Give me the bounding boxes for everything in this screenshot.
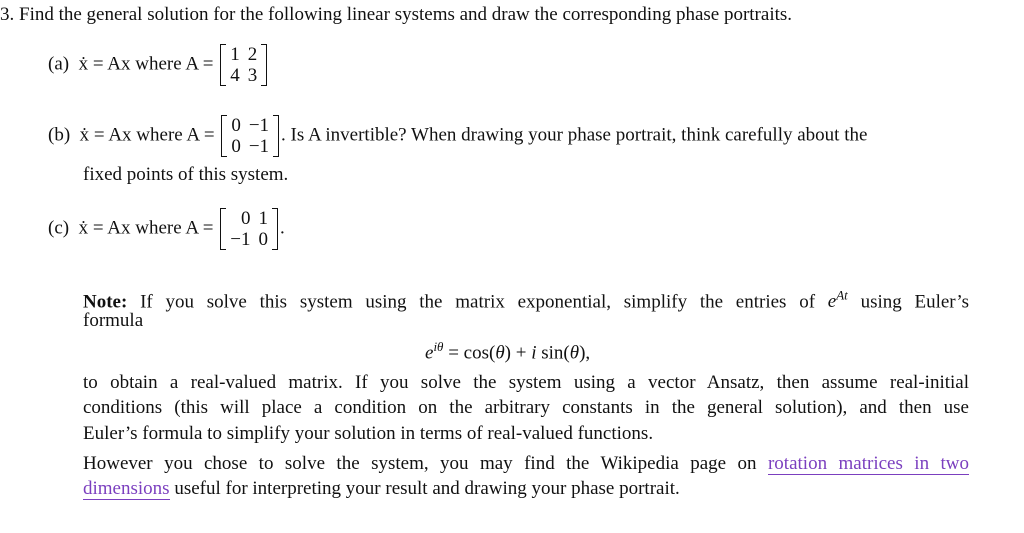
part-b-question: . Is A invertible? When drawing your phase portrait, think carefully about the bbox=[281, 124, 868, 146]
note-label: Note: bbox=[83, 291, 128, 313]
exp-term: $e^{At}$ bbox=[827, 288, 848, 313]
note-last-line-1: However you chose to solve the system, you may find the Wikipedia page on rotation matrices in two bbox=[83, 453, 970, 474]
note-line-1: Note: If you solve this system using the matrix exponential, simplify the entries of $e^{At}$ using Euler’s bbox=[83, 288, 970, 313]
matrix-b: 0 −1 0 −1 bbox=[221, 115, 279, 157]
part-b-continuation: fixed points of this system. bbox=[83, 164, 289, 185]
part-a bbox=[48, 44, 269, 86]
matrix-c: 0 1 −1 0 bbox=[220, 208, 278, 250]
problem-text: Find the general solution for the following linear systems and draw the corresponding phase portraits. bbox=[19, 4, 793, 25]
equation-text: ẋ = Ax where A = bbox=[79, 124, 215, 146]
note-para-line: conditions (this will place a condition on the arbitrary constants in the general solution), and then use bbox=[83, 397, 969, 418]
euler-formula: $e^{i\theta} = \cos(\theta) + i$ sin(θ), bbox=[425, 339, 591, 364]
problem-title bbox=[0, 4, 792, 26]
rotation-matrices-link-cont[interactable]: dimensions bbox=[83, 478, 170, 499]
part-c: (c) ẋ = Ax where A = 0 1 −1 0 . bbox=[48, 208, 285, 250]
note-line-2: formula bbox=[83, 310, 144, 331]
part-b bbox=[48, 115, 867, 157]
part-label: (b) bbox=[48, 124, 71, 146]
note-last-line-2: dimensions useful for interpreting your result and drawing your phase portrait. bbox=[83, 478, 680, 499]
part-label: (a) bbox=[48, 53, 70, 75]
note-para-line: to obtain a real-valued matrix. If you solve the system using a vector Ansatz, then assume real-initial bbox=[83, 372, 969, 393]
rotation-matrices-link[interactable]: rotation matrices in two bbox=[767, 453, 970, 474]
equation-text: ẋ = Ax where A = bbox=[78, 53, 214, 75]
matrix-a: 1 2 4 3 bbox=[220, 44, 267, 86]
part-label: (c) bbox=[48, 217, 70, 239]
equation-text: ẋ = Ax where A = bbox=[78, 217, 214, 239]
problem-number: 3. bbox=[0, 4, 15, 25]
note-para-line: Euler’s formula to simplify your solution in terms of real-valued functions. bbox=[83, 423, 654, 444]
